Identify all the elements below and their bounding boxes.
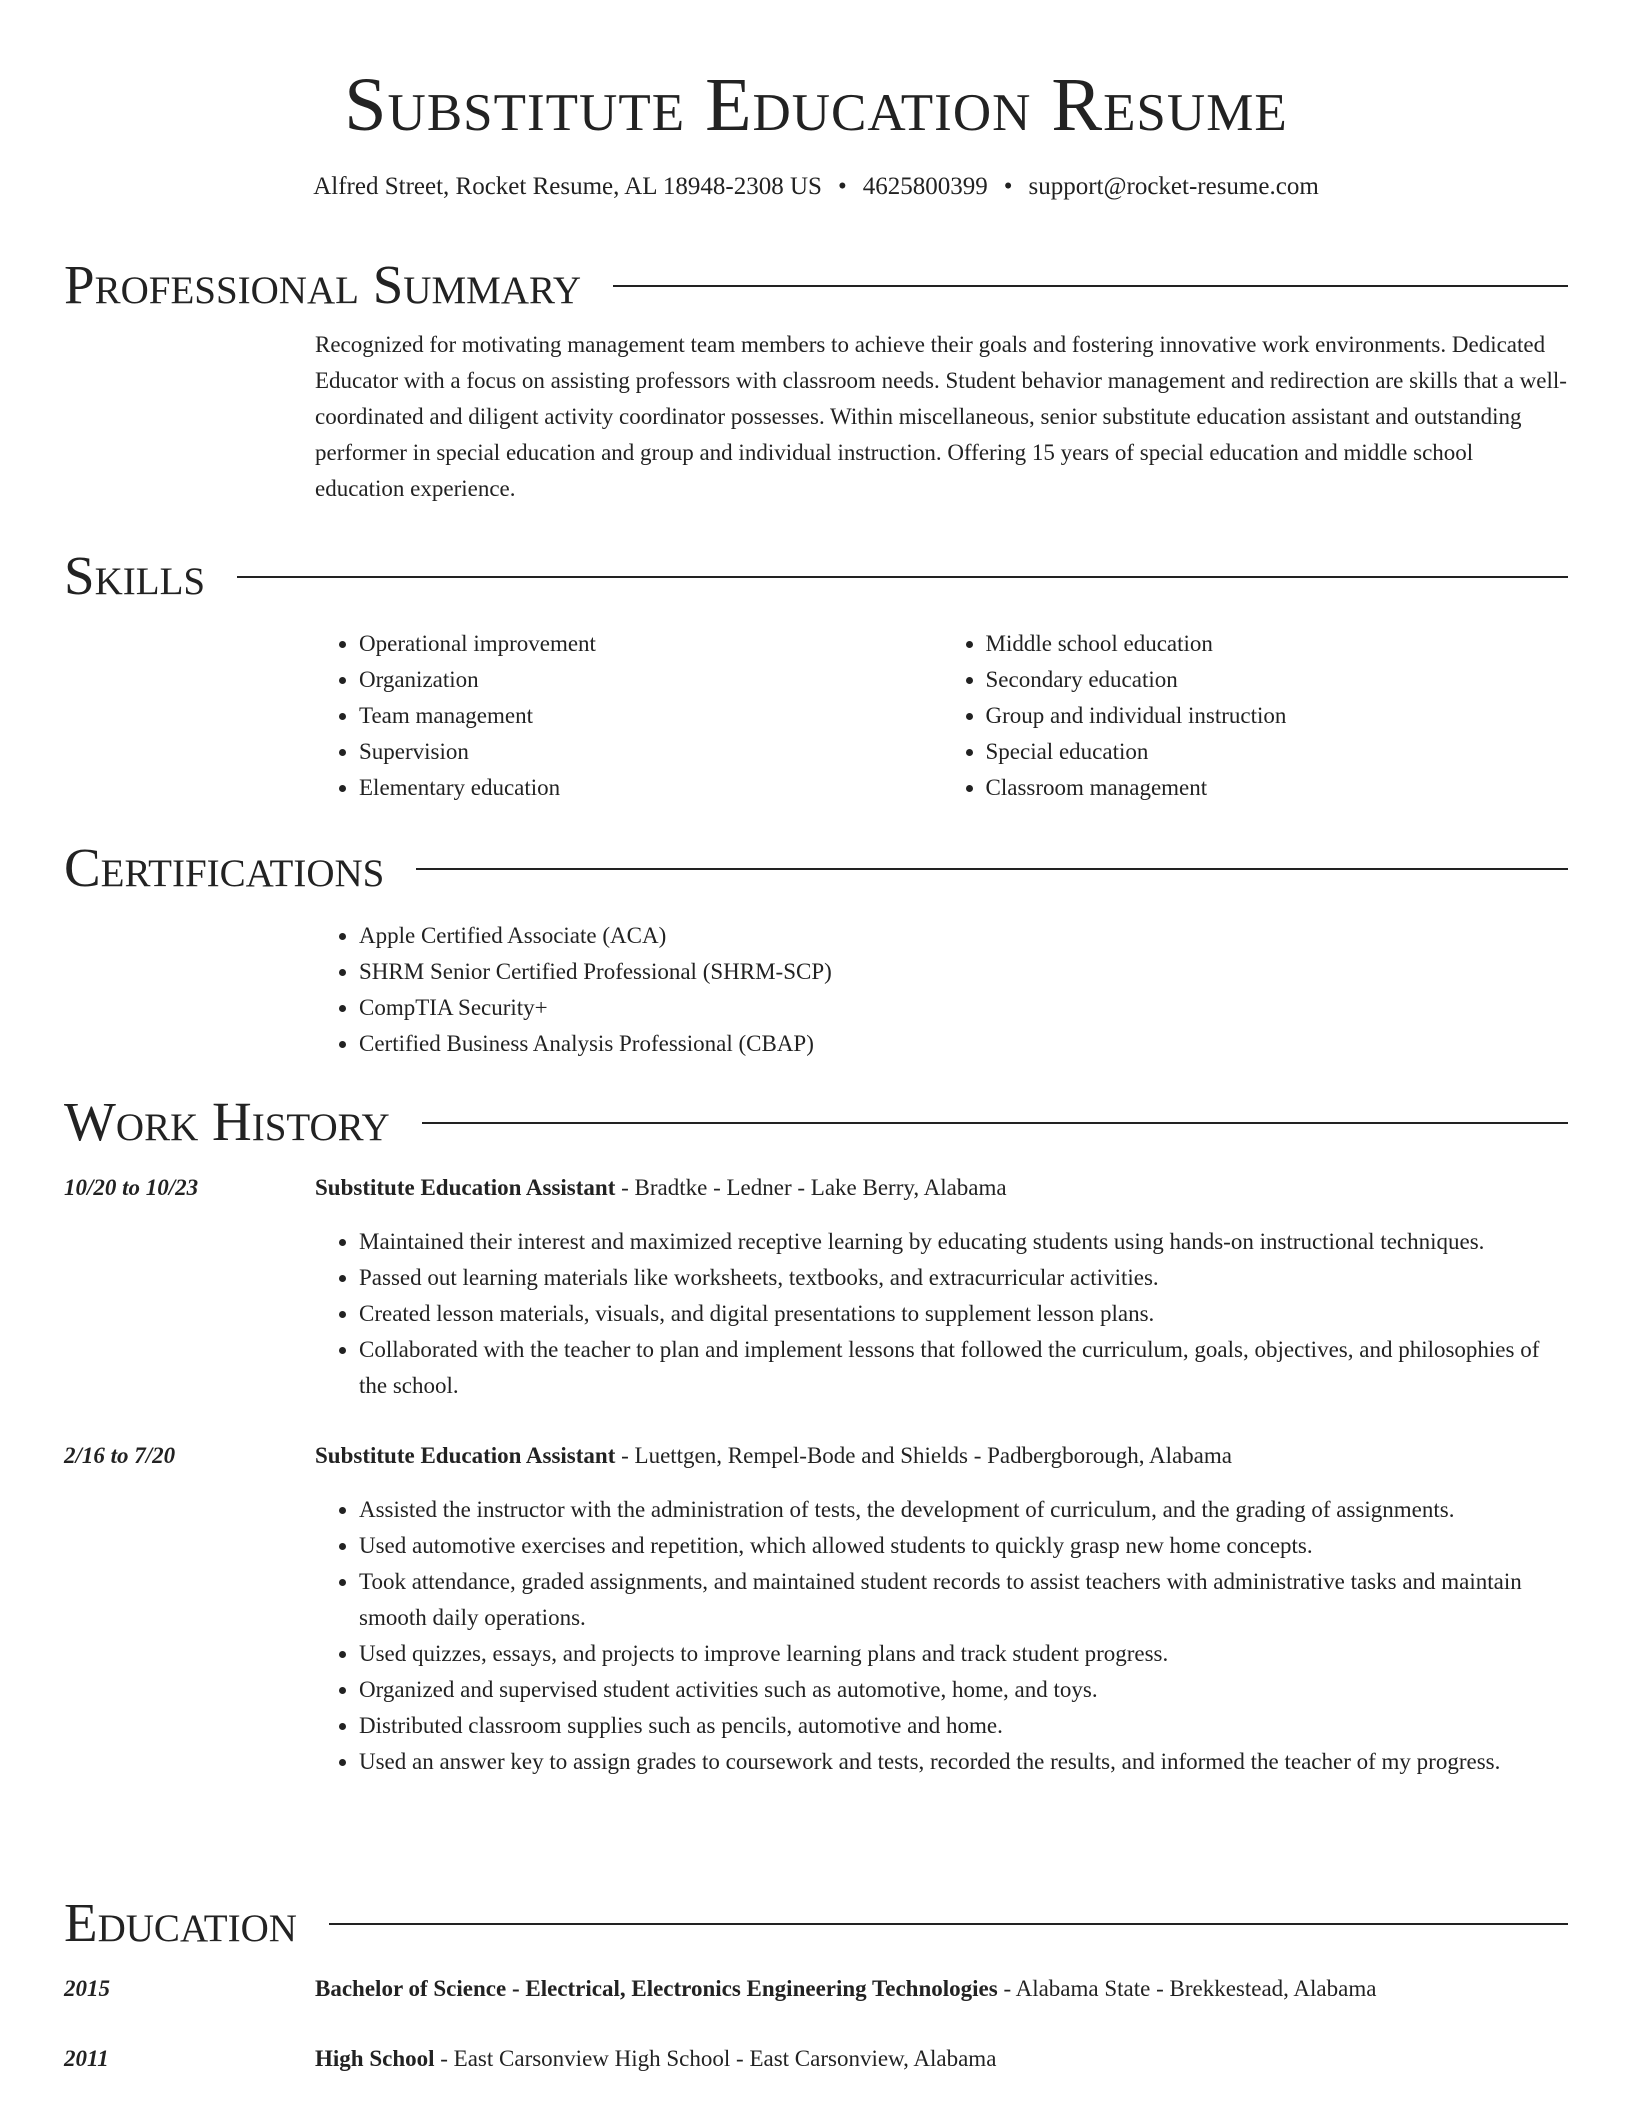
job-bullet: • Collaborated with the teacher to plan and implement lessons that followed the curriculum, goals, objectives, and philosophies of the school. <box>359 1332 1568 1404</box>
skill-item: • Operational improvement <box>359 626 942 662</box>
section-divider <box>422 1122 1568 1124</box>
certifications-list <box>315 918 1568 1062</box>
certifications-section <box>64 838 1568 1062</box>
section-title-skills: Skills <box>64 545 206 606</box>
section-divider <box>329 1923 1568 1925</box>
skills-section <box>64 546 1568 806</box>
summary-section <box>64 255 1568 507</box>
contact-line <box>0 172 1632 202</box>
work-heading <box>315 1170 1568 1206</box>
work-dates: 2/16 to 7/20 <box>64 1443 176 1468</box>
education-details: - East Carsonview High School - East Carsonview, Alabama <box>434 2046 997 2071</box>
skill-item: • Group and individual instruction <box>986 698 1569 734</box>
work-history-section <box>64 1092 1568 1780</box>
job-details: - Bradtke - Ledner - Lake Berry, Alabama <box>615 1175 1007 1200</box>
job-details: - Luettgen, Rempel-Bode and Shields - Padbergborough, Alabama <box>615 1443 1232 1468</box>
education-header <box>64 1893 1568 1953</box>
certification-item: • CompTIA Security+ <box>359 990 1568 1026</box>
job-title: Substitute Education Assistant <box>315 1443 616 1468</box>
skill-item: • Middle school education <box>986 626 1569 662</box>
skills-grid <box>315 626 1568 806</box>
job-bullet: • Took attendance, graded assignments, and maintained student records to assist teachers with administrative tasks and maintain smooth daily operations. <box>359 1564 1568 1636</box>
resume-name: Substitute Education Resume <box>344 63 1288 147</box>
section-title-certifications: Certifications <box>64 837 385 898</box>
section-divider <box>237 576 1568 578</box>
job-bullets <box>315 1492 1568 1780</box>
degree-title: High School <box>315 2046 435 2071</box>
work-entry-main <box>315 1438 1568 1780</box>
skill-item: • Secondary education <box>986 662 1569 698</box>
certifications-header <box>64 838 1568 898</box>
skill-item: • Team management <box>359 698 942 734</box>
skill-item: • Special education <box>986 734 1569 770</box>
skill-item: • Supervision <box>359 734 942 770</box>
section-title-work-history: Work History <box>64 1091 390 1152</box>
education-year: 2011 <box>64 2046 109 2071</box>
contact-separator: • <box>1003 173 1013 200</box>
job-bullet: • Distributed classroom supplies such as pencils, automotive and home. <box>359 1708 1568 1744</box>
job-title: Substitute Education Assistant <box>315 1175 616 1200</box>
section-divider <box>613 285 1568 287</box>
education-entry <box>64 1971 1568 2007</box>
contact-phone: 4625800399 <box>862 173 988 200</box>
job-bullet: • Used automotive exercises and repetition, which allowed students to quickly grasp new home concepts. <box>359 1528 1568 1564</box>
summary-header <box>64 255 1568 315</box>
job-bullet: • Created lesson materials, visuals, and digital presentations to supplement lesson plans. <box>359 1296 1568 1332</box>
work-dates: 10/20 to 10/23 <box>64 1175 199 1200</box>
job-bullet: • Organized and supervised student activities such as automotive, home, and toys. <box>359 1672 1568 1708</box>
contact-email: support@rocket-resume.com <box>1028 173 1319 200</box>
certifications-body <box>315 918 1568 1062</box>
job-bullet: • Maintained their interest and maximized receptive learning by educating students using hands-on instructional techniques. <box>359 1224 1568 1260</box>
education-section <box>64 1893 1568 2077</box>
job-bullet: • Used an answer key to assign grades to coursework and tests, recorded the results, and informed the teacher of my progress. <box>359 1744 1568 1780</box>
certification-item: • Apple Certified Associate (ACA) <box>359 918 1568 954</box>
skills-list-left <box>315 626 942 806</box>
job-bullet: • Passed out learning materials like worksheets, textbooks, and extracurricular activities. <box>359 1260 1568 1296</box>
certification-item: • Certified Business Analysis Professional (CBAP) <box>359 1026 1568 1062</box>
work-heading <box>315 1438 1568 1474</box>
work-entry <box>64 1438 1568 1780</box>
contact-address: Alfred Street, Rocket Resume, AL 18948-2308 US <box>313 173 822 200</box>
job-bullet: • Used quizzes, essays, and projects to improve learning plans and track student progress. <box>359 1636 1568 1672</box>
summary-text: Recognized for motivating management team members to achieve their goals and fostering innovative work environments. Dedicated Educator with a focus on assisting professors with classroom needs. Student behavior management and redirection are skills that a well-coordinated and diligent activity coordinator possesses. Within miscellaneous, senior substitute education assistant and outstanding performer in special education and group and individual instruction. Offering 15 years of special education and middle school education experience. <box>315 332 1567 501</box>
degree-title: Bachelor of Science - Electrical, Electronics Engineering Technologies <box>315 1976 998 2001</box>
education-entry-main <box>315 1971 1568 2007</box>
skill-item: • Classroom management <box>986 770 1569 806</box>
work-history-header <box>64 1092 1568 1152</box>
skills-list-right <box>942 626 1569 806</box>
skill-item: • Elementary education <box>359 770 942 806</box>
section-title-education: Education <box>64 1892 297 1953</box>
summary-body <box>315 327 1568 507</box>
education-year: 2015 <box>64 1976 110 2001</box>
education-entry <box>64 2041 1568 2077</box>
contact-separator: • <box>837 173 847 200</box>
skills-header <box>64 546 1568 606</box>
work-entry <box>64 1170 1568 1404</box>
section-title-summary: Professional Summary <box>64 254 582 315</box>
education-details: - Alabama State - Brekkestead, Alabama <box>997 1976 1377 2001</box>
skill-item: • Organization <box>359 662 942 698</box>
education-entry-main <box>315 2041 1568 2077</box>
work-entry-main <box>315 1170 1568 1404</box>
job-bullet: • Assisted the instructor with the administration of tests, the development of curriculum, and the grading of assignments. <box>359 1492 1568 1528</box>
certification-item: • SHRM Senior Certified Professional (SHRM-SCP) <box>359 954 1568 990</box>
job-bullets <box>315 1224 1568 1404</box>
section-divider <box>416 868 1568 870</box>
